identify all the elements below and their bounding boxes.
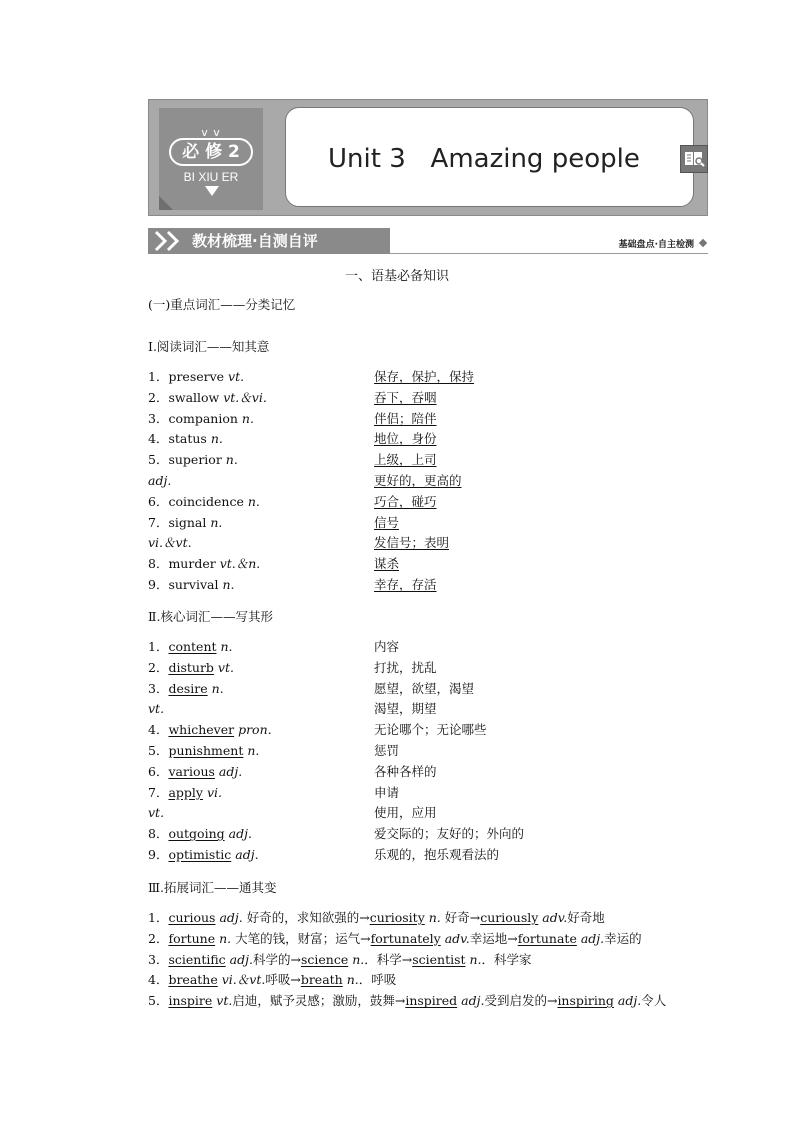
part-of-speech: n. xyxy=(218,577,235,592)
sub-heading: (一)重点词汇——分类记忆 xyxy=(148,297,296,312)
vocab-row xyxy=(148,494,708,510)
english-word: companion xyxy=(168,410,238,426)
chinese-meaning: 谋杀 xyxy=(374,556,400,572)
row-text: 大笔的钱，财富；运气→ xyxy=(231,930,371,946)
part-of-speech: adj. xyxy=(457,993,485,1009)
item-number: 3． xyxy=(148,410,169,426)
chinese-meaning: 巧合，碰巧 xyxy=(374,493,437,509)
vocab-row xyxy=(148,515,708,531)
section-bar-line xyxy=(390,253,708,254)
part-of-speech: n. xyxy=(207,680,224,696)
chinese-meaning: 内容 xyxy=(374,639,400,654)
vocab-row xyxy=(148,577,708,593)
part-of-speech: vi.＆vt. xyxy=(217,972,266,988)
derivation-row xyxy=(148,910,708,926)
vocab-term xyxy=(148,431,223,447)
english-word: breathe xyxy=(168,972,218,988)
derivation-row xyxy=(148,993,708,1009)
part-of-speech: adj. xyxy=(613,993,642,1009)
vocab-row xyxy=(148,805,708,821)
row-text: 好奇→ xyxy=(440,910,481,925)
vocab-term xyxy=(148,701,164,717)
part-of-speech: n. xyxy=(243,493,260,509)
english-word: whichever xyxy=(168,722,235,738)
english-word: punishment xyxy=(168,743,244,758)
english-word: outgoing xyxy=(168,826,225,842)
vocab-row xyxy=(148,639,708,655)
vocab-row xyxy=(148,701,708,717)
part-of-speech: n. xyxy=(348,951,365,967)
chinese-meaning: 伴侣；陪伴 xyxy=(374,410,437,426)
chinese-meaning: 惩罚 xyxy=(374,743,400,758)
chinese-meaning: 保存，保护，保持 xyxy=(374,369,475,384)
vocab-term xyxy=(148,577,234,593)
title-box xyxy=(285,107,694,207)
row-text: 好奇地 xyxy=(567,910,605,925)
item-number: 8． xyxy=(148,826,169,842)
part-of-speech: vt. xyxy=(212,993,233,1009)
item-number: 4． xyxy=(148,431,169,447)
badge-fold-corner xyxy=(159,196,173,210)
item-number: 7． xyxy=(148,784,169,800)
english-word: fortunate xyxy=(517,930,577,946)
english-word: scientific xyxy=(168,951,226,967)
vocab-row xyxy=(148,743,708,759)
part-of-speech: vt.＆n. xyxy=(215,556,261,572)
row-text: ．呼吸 xyxy=(358,972,397,988)
part-of-speech: adv. xyxy=(440,930,470,946)
chinese-meaning: 发信号；表明 xyxy=(374,535,450,551)
row-text: 受到启发的→ xyxy=(484,993,558,1009)
row-text: ．科学→ xyxy=(364,951,413,967)
part-of-speech: adj. xyxy=(225,951,253,967)
part-of-speech: n. xyxy=(342,972,359,988)
vocab-term xyxy=(148,494,260,510)
unit-title: Unit 3 Amazing people xyxy=(328,144,640,174)
english-word: science xyxy=(300,951,349,967)
vocab-term xyxy=(148,805,164,821)
row-text: ．科学家 xyxy=(481,951,532,967)
vocab-row xyxy=(148,556,708,572)
english-word: murder xyxy=(168,556,216,572)
part-of-speech: vi.＆vt. xyxy=(148,535,192,551)
chinese-meaning: 地位，身份 xyxy=(374,431,437,447)
english-word: status xyxy=(168,431,207,447)
part-of-speech: pron. xyxy=(234,722,272,738)
vocab-term xyxy=(148,411,254,427)
row-text: 幸运地→ xyxy=(469,930,518,946)
section-title: 教材梳理·自测自评 xyxy=(192,232,318,250)
english-word: superior xyxy=(168,452,222,468)
badge-pinyin: BI XIU ER xyxy=(183,170,239,184)
part-of-speech: vt. xyxy=(148,805,165,821)
section-subtitle: 基础盘点·自主检测 xyxy=(618,240,694,250)
chinese-meaning: 乐观的，抱乐观看法的 xyxy=(374,847,500,862)
chinese-meaning: 愿望，欲望，渴望 xyxy=(374,680,475,696)
chinese-meaning: 上级，上司 xyxy=(374,452,437,468)
part-of-speech: adv. xyxy=(538,910,568,925)
part-of-speech: n. xyxy=(221,452,238,468)
vocab-term xyxy=(148,681,224,697)
part-of-speech: vt. xyxy=(213,659,234,675)
vocab-term xyxy=(148,452,238,468)
part-of-speech: n. xyxy=(243,743,260,758)
vocab-row xyxy=(148,660,708,676)
section-bar xyxy=(148,228,708,254)
chinese-meaning: 吞下，吞咽 xyxy=(374,389,437,405)
part-of-speech: n. xyxy=(206,431,223,447)
part-of-speech: vi. xyxy=(202,784,222,800)
part-of-speech: adj. xyxy=(215,910,243,925)
vocab-term xyxy=(148,369,244,385)
item-number: 5． xyxy=(148,743,169,758)
vocab-term xyxy=(148,515,222,531)
english-word: swallow xyxy=(168,389,220,405)
item-number: 6． xyxy=(148,493,169,509)
item-number: 7． xyxy=(148,514,169,530)
english-word: breath xyxy=(300,972,343,988)
vocab-term xyxy=(148,390,267,406)
english-word: preserve xyxy=(168,369,225,384)
part-of-speech: n. xyxy=(215,930,232,946)
row-text: 3． xyxy=(148,951,169,967)
english-word: fortune xyxy=(168,930,216,946)
part-of-speech: n. xyxy=(206,514,223,530)
vocab-term xyxy=(148,785,222,801)
english-word: curiosity xyxy=(369,910,425,925)
chevron-right-icon xyxy=(152,230,188,252)
vocab-term xyxy=(148,639,233,655)
english-word: disturb xyxy=(168,659,214,675)
english-word: inspire xyxy=(168,993,213,1009)
vocab-row xyxy=(148,764,708,780)
item-number: 9． xyxy=(148,847,169,862)
vocab-term xyxy=(148,847,259,863)
english-word: inspiring xyxy=(557,993,614,1009)
diamond-icon xyxy=(699,239,707,247)
item-number: 2． xyxy=(148,389,169,405)
badge-ornament: v v xyxy=(201,126,221,139)
row-text: 好奇的，求知欲强的→ xyxy=(242,910,370,925)
vocab-row xyxy=(148,452,708,468)
part-of-speech: vt. xyxy=(224,369,245,384)
part-of-speech: n. xyxy=(424,910,441,925)
vocab-row xyxy=(148,681,708,697)
item-number: 1． xyxy=(148,639,169,654)
item-number: 5． xyxy=(148,452,169,468)
vocab-row xyxy=(148,785,708,801)
vocab-term xyxy=(148,826,252,842)
chinese-meaning: 信号 xyxy=(374,514,400,530)
part-of-speech: n. xyxy=(465,951,482,967)
vocab-row xyxy=(148,722,708,738)
vocab-row xyxy=(148,390,708,406)
part2-title: Ⅱ.核心词汇——写其形 xyxy=(148,609,273,624)
chinese-meaning: 申请 xyxy=(374,784,400,800)
row-text: 令人 xyxy=(641,993,667,1009)
chinese-meaning: 打扰，扰乱 xyxy=(374,659,437,675)
vocab-term xyxy=(148,743,259,759)
english-word: various xyxy=(168,763,215,779)
part-of-speech: adj. xyxy=(148,473,172,488)
row-text: 启迪，赋予灵感；激励，鼓舞→ xyxy=(232,993,406,1009)
item-number: 4． xyxy=(148,722,169,738)
part-of-speech: adj. xyxy=(224,826,252,842)
chinese-meaning: 使用，应用 xyxy=(374,805,437,821)
badge-label: 必 修 2 xyxy=(169,138,253,166)
part-of-speech: adj. xyxy=(231,847,259,862)
english-word: apply xyxy=(168,784,203,800)
english-word: curiously xyxy=(480,910,539,925)
row-text: 科学的→ xyxy=(252,951,301,967)
vocab-row xyxy=(148,473,708,489)
vocab-term xyxy=(148,660,234,676)
part-of-speech: n. xyxy=(216,639,233,654)
chinese-meaning: 各种各样的 xyxy=(374,763,437,779)
item-number: 1． xyxy=(148,369,169,384)
unit-banner xyxy=(148,99,708,216)
english-word: coincidence xyxy=(168,493,244,509)
part1-title: Ⅰ.阅读词汇——知其意 xyxy=(148,339,270,354)
derivation-row xyxy=(148,972,708,988)
vocab-term xyxy=(148,473,171,489)
vocab-row xyxy=(148,826,708,842)
part-heading: 一、语基必备知识 xyxy=(344,269,449,284)
english-word: fortunately xyxy=(370,930,441,946)
part3-title: Ⅲ.拓展词汇——通其变 xyxy=(148,880,277,895)
book-search-icon xyxy=(680,145,708,173)
item-number: 2． xyxy=(148,659,169,675)
english-word: content xyxy=(168,639,217,654)
english-word: inspired xyxy=(405,993,458,1009)
chinese-meaning: 幸存，存活 xyxy=(374,577,437,592)
english-word: desire xyxy=(168,680,208,696)
part-of-speech: n. xyxy=(237,410,254,426)
english-word: optimistic xyxy=(168,847,232,862)
chinese-meaning: 渴望，期望 xyxy=(374,701,437,717)
row-text: 幸运的 xyxy=(604,930,642,946)
item-number: 8． xyxy=(148,556,169,572)
row-text: 5． xyxy=(148,993,169,1009)
row-text: 1． xyxy=(148,910,169,925)
english-word: scientist xyxy=(412,951,466,967)
vocab-row xyxy=(148,411,708,427)
badge-arrow-icon xyxy=(205,186,219,196)
vocab-term xyxy=(148,556,260,572)
chinese-meaning: 爱交际的；友好的；外向的 xyxy=(374,826,525,842)
derivation-row xyxy=(148,931,708,947)
item-number: 9． xyxy=(148,577,169,592)
english-word: signal xyxy=(168,514,207,530)
part-of-speech: vt.＆vi. xyxy=(219,389,267,405)
row-text: 呼吸→ xyxy=(265,972,301,988)
derivation-row xyxy=(148,952,708,968)
part-of-speech: vt. xyxy=(148,701,165,717)
vocab-row xyxy=(148,535,708,551)
part-of-speech: adj. xyxy=(576,930,605,946)
chinese-meaning: 无论哪个；无论哪些 xyxy=(374,722,487,738)
row-text: 2． xyxy=(148,930,169,946)
vocab-row xyxy=(148,369,708,385)
english-word: survival xyxy=(168,577,219,592)
row-text: 4． xyxy=(148,972,169,988)
chinese-meaning: 更好的，更高的 xyxy=(374,473,462,488)
vocab-term xyxy=(148,764,242,780)
english-word: curious xyxy=(168,910,216,925)
vocab-term xyxy=(148,535,192,551)
vocab-row xyxy=(148,847,708,863)
vocab-row xyxy=(148,431,708,447)
item-number: 3． xyxy=(148,680,169,696)
item-number: 6． xyxy=(148,763,169,779)
part-of-speech: adj. xyxy=(214,763,243,779)
section-bar-tab xyxy=(148,228,390,254)
volume-badge xyxy=(159,108,263,210)
vocab-term xyxy=(148,722,272,738)
